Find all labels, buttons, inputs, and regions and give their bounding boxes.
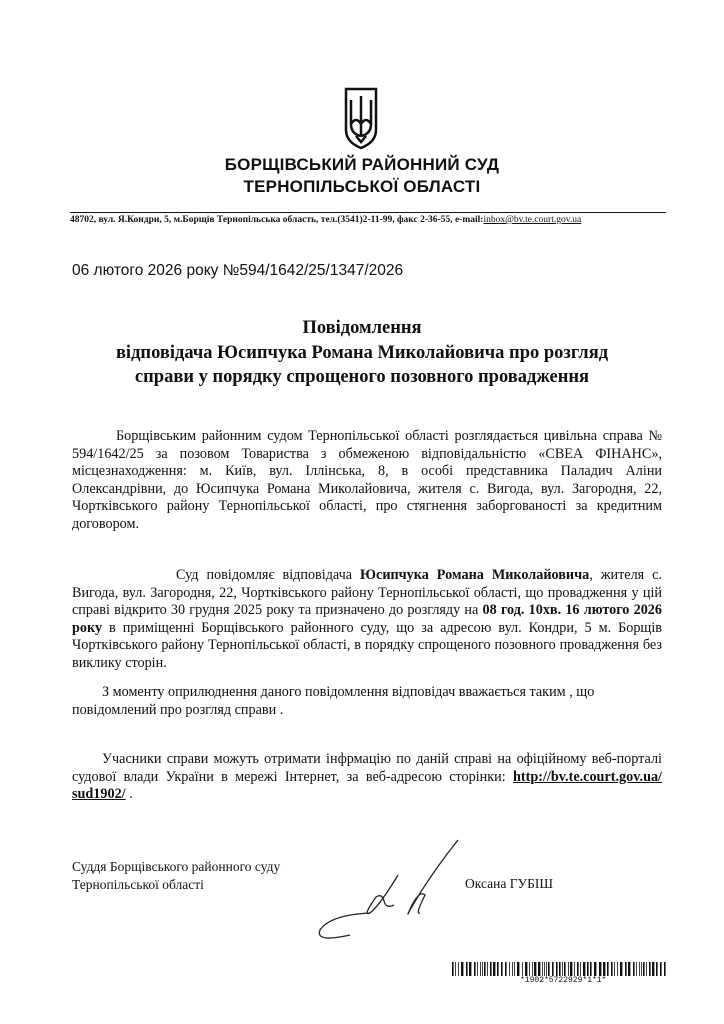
text: в приміщенні Борщівського районного суду, що за адресою вул. Кондри, 5 м. Борщів Чортківського району Тернопільської області, в порядку спрощеного позовного провадження без виклику сторін.: [72, 619, 662, 671]
position-line1: Суддя Борщівського районного суду: [72, 859, 281, 874]
text: Учасники справи можуть отримати інфрмацію по даній справі на офіційному веб-порталі судової влади України в мережі Інтернет, за веб-адресою сторінки:: [72, 751, 662, 785]
barcode: [452, 962, 668, 976]
paragraph-notified: З моменту оприлюднення даного повідомлення відповідач вважається таким , що повідомлений про розгляд справи .: [72, 684, 595, 718]
position-line2: Тернопільської області: [72, 877, 204, 892]
document-title: [0, 316, 724, 390]
paragraph-court-notice: [72, 567, 662, 673]
court-name-line1: БОРЩІВСЬКИЙ РАЙОННИЙ СУД: [224, 155, 500, 174]
handwritten-signature: [310, 835, 470, 945]
barcode-number: *1902*5722929*1*1*: [520, 976, 607, 985]
court-website-link[interactable]: http://bv.te.court.gov.ua/ sud1902/: [72, 768, 662, 803]
text: .: [125, 786, 133, 803]
email-link[interactable]: inbox@bv.te.court.gov.ua: [483, 215, 582, 225]
date-and-number: 06 лютого 2026 року №594/1642/25/1347/2026: [72, 262, 404, 279]
court-address: [70, 215, 581, 225]
judge-position: [72, 858, 280, 894]
coat-of-arms-trident-icon: [343, 86, 379, 150]
hearing-datetime: 08 год. 10хв. 16 лютого 2026 року: [72, 602, 662, 636]
paragraph-case-info: Борщівським районним судом Тернопільської області розглядається цивільна справа № 594/1642/25 за позовом Товариства з обмеженою відповідальністю «СВЕА ФІНАНС», місцезнаходження: м. Київ, вул. Іллінська, 8, в особі представника Паладич Аліни Олександрівни, до Юсипчука Романа Миколайовича, жителя с. Вигода, вул. Загородня, 22, Чортківського району Тернопільської області, про стягнення заборгованості за кредитним договором.: [72, 428, 662, 532]
title-line3: справи у порядку спрощеного позовного провадження: [134, 367, 590, 387]
text: , жителя с. Вигода, вул. Загородня, 22, Чортківського району Тернопільської області, що провадження у цій справі відкрито 30 грудня 2025 року та призначено до розгляду на: [72, 567, 663, 619]
court-name-line2: ТЕРНОПІЛЬСЬКОЇ ОБЛАСТІ: [243, 177, 481, 196]
defendant-name: Юсипчука Романа Миколайовича: [360, 567, 590, 583]
title-line1: Повідомлення: [302, 318, 422, 338]
text: Суд повідомляє відповідача: [176, 567, 361, 583]
address-text: 48702, вул. Я.Кондри, 5, м.Борщів Тернопільська область, тел.(3541)2-11-99, факс 2-36-55, e-mail:: [70, 215, 484, 225]
judge-name: Оксана ГУБІШ: [465, 876, 553, 891]
paragraph-web-portal: [72, 751, 662, 804]
title-line2: відповідача Юсипчука Романа Миколайовича про розгляд: [115, 342, 609, 363]
header-divider: [70, 212, 666, 213]
